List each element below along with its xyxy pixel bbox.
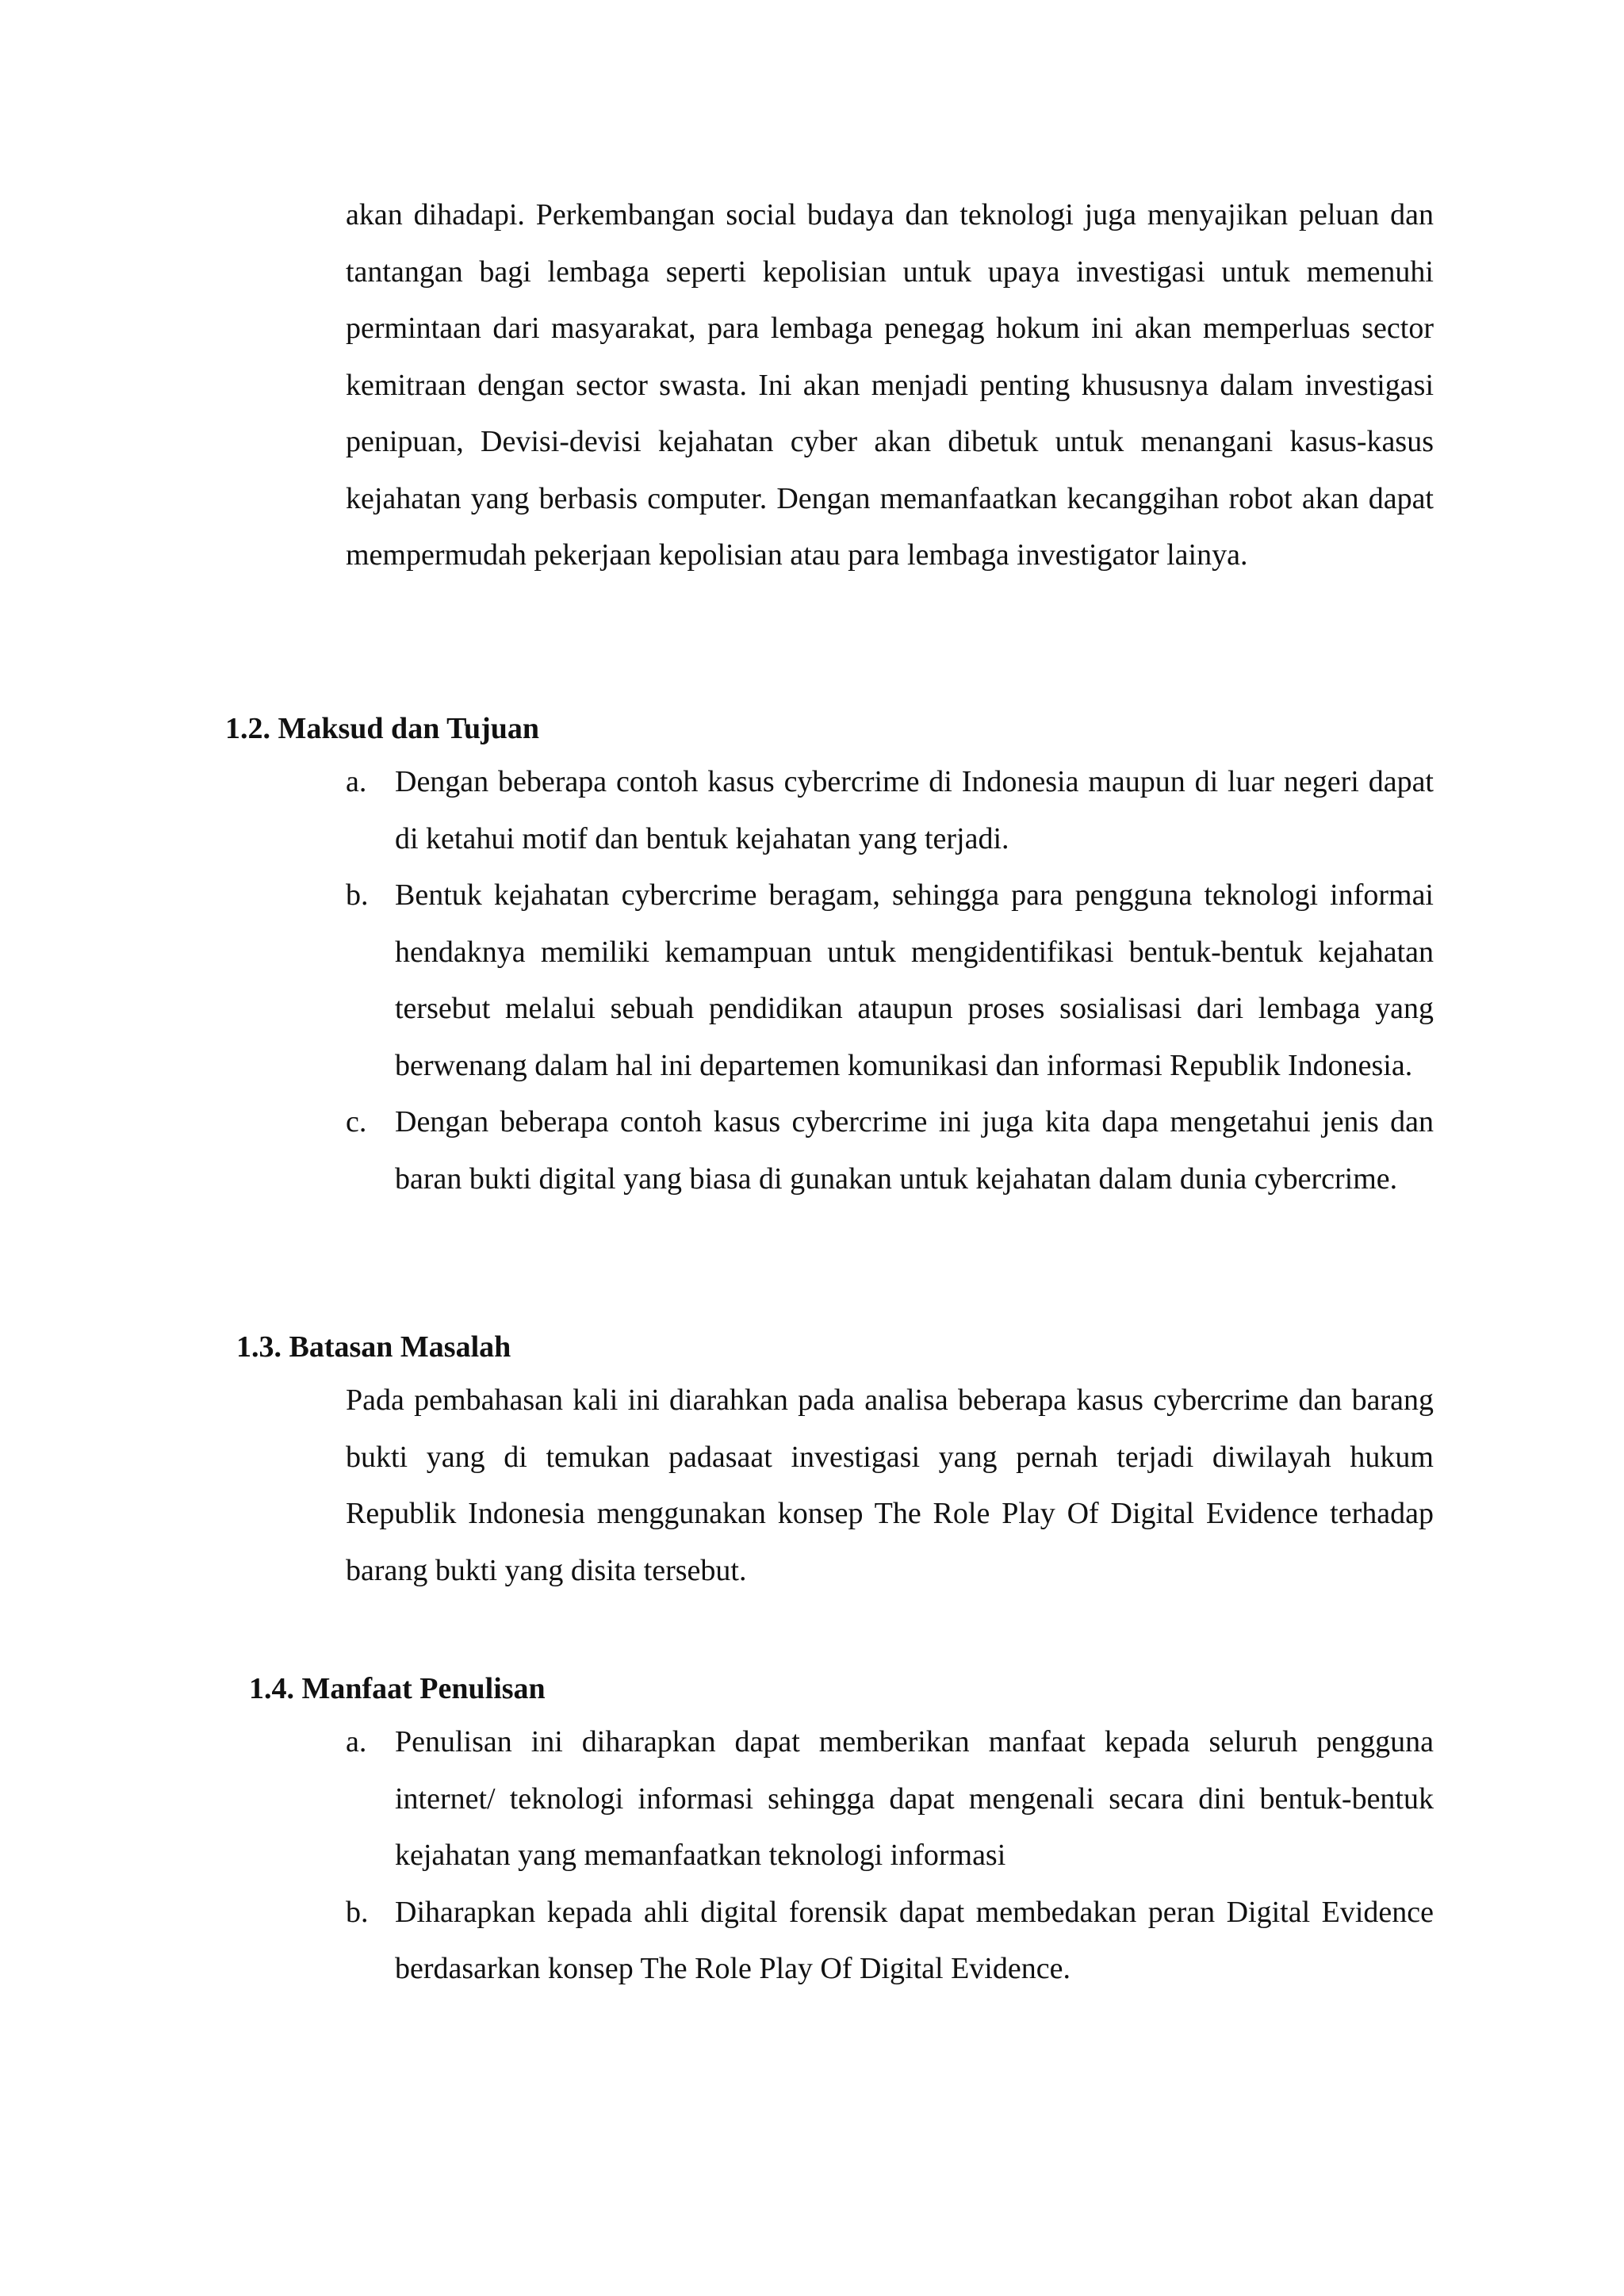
list-item xyxy=(346,754,1434,867)
section-heading-manfaat-penulisan: 1.4. Manfaat Penulisan xyxy=(249,1672,546,1705)
list-item-text: Penulisan ini diharapkan dapat memberikan manfaat kepada seluruh pengguna internet/ teknologi informasi sehingga dapat mengenali secara dini bentuk-bentuk kejahatan yang memanfaatkan teknologi informasi xyxy=(395,1725,1434,1872)
list-marker: a. xyxy=(346,765,367,798)
list-item xyxy=(346,1885,1434,1998)
list-item xyxy=(346,1714,1434,1885)
list-marker: c. xyxy=(346,1105,367,1138)
list-marker: a. xyxy=(346,1725,367,1758)
list-marker: b. xyxy=(346,878,369,912)
list-item-text: Diharapkan kepada ahli digital forensik dapat membedakan peran Digital Evidence berdasarkan konsep The Role Play Of Digital Evidence. xyxy=(395,1895,1434,1985)
batasan-masalah-paragraph: Pada pembahasan kali ini diarahkan pada analisa beberapa kasus cybercrime dan barang bukti yang di temukan padasaat investigasi yang pernah terjadi diwilayah hukum Republik Indonesia menggunakan konsep The Role Play Of Digital Evidence terhadap barang bukti yang disita tersebut. xyxy=(346,1383,1434,1587)
manfaat-penulisan-list xyxy=(346,1714,1434,1998)
list-marker: b. xyxy=(346,1895,369,1929)
list-item-text: Dengan beberapa contoh kasus cybercrime ini juga kita dapa mengetahui jenis dan baran bukti digital yang biasa di gunakan untuk kejahatan dalam dunia cybercrime. xyxy=(395,1105,1434,1196)
list-item xyxy=(346,867,1434,1094)
section-heading-maksud-dan-tujuan: 1.2. Maksud dan Tujuan xyxy=(225,712,540,745)
intro-paragraph: akan dihadapi. Perkembangan social budaya dan teknologi juga menyajikan peluan dan tantangan bagi lembaga seperti kepolisian untuk upaya investigasi untuk memenuhi permintaan dari masyarakat, para lembaga penegag hokum ini akan memperluas sector kemitraan dengan sector swasta. Ini akan menjadi penting khususnya dalam investigasi penipuan, Devisi-devisi kejahatan cyber akan dibetuk untuk menangani kasus-kasus kejahatan yang berbasis computer. Dengan memanfaatkan kecanggihan robot akan dapat mempermudah pekerjaan kepolisian atau para lembaga investigator lainya. xyxy=(346,198,1434,572)
list-item xyxy=(346,1094,1434,1207)
maksud-tujuan-list xyxy=(346,754,1434,1207)
list-item-text: Bentuk kejahatan cybercrime beragam, sehingga para pengguna teknologi informai hendaknya memiliki kemampuan untuk mengidentifikasi bentuk-bentuk kejahatan tersebut melalui sebuah pendidikan ataupun proses sosialisasi dari lembaga yang berwenang dalam hal ini departemen komunikasi dan informasi Republik Indonesia. xyxy=(395,878,1434,1082)
section-heading-batasan-masalah: 1.3. Batasan Masalah xyxy=(236,1330,511,1364)
list-item-text: Dengan beberapa contoh kasus cybercrime di Indonesia maupun di luar negeri dapat di ketahui motif dan bentuk kejahatan yang terjadi. xyxy=(395,765,1434,855)
